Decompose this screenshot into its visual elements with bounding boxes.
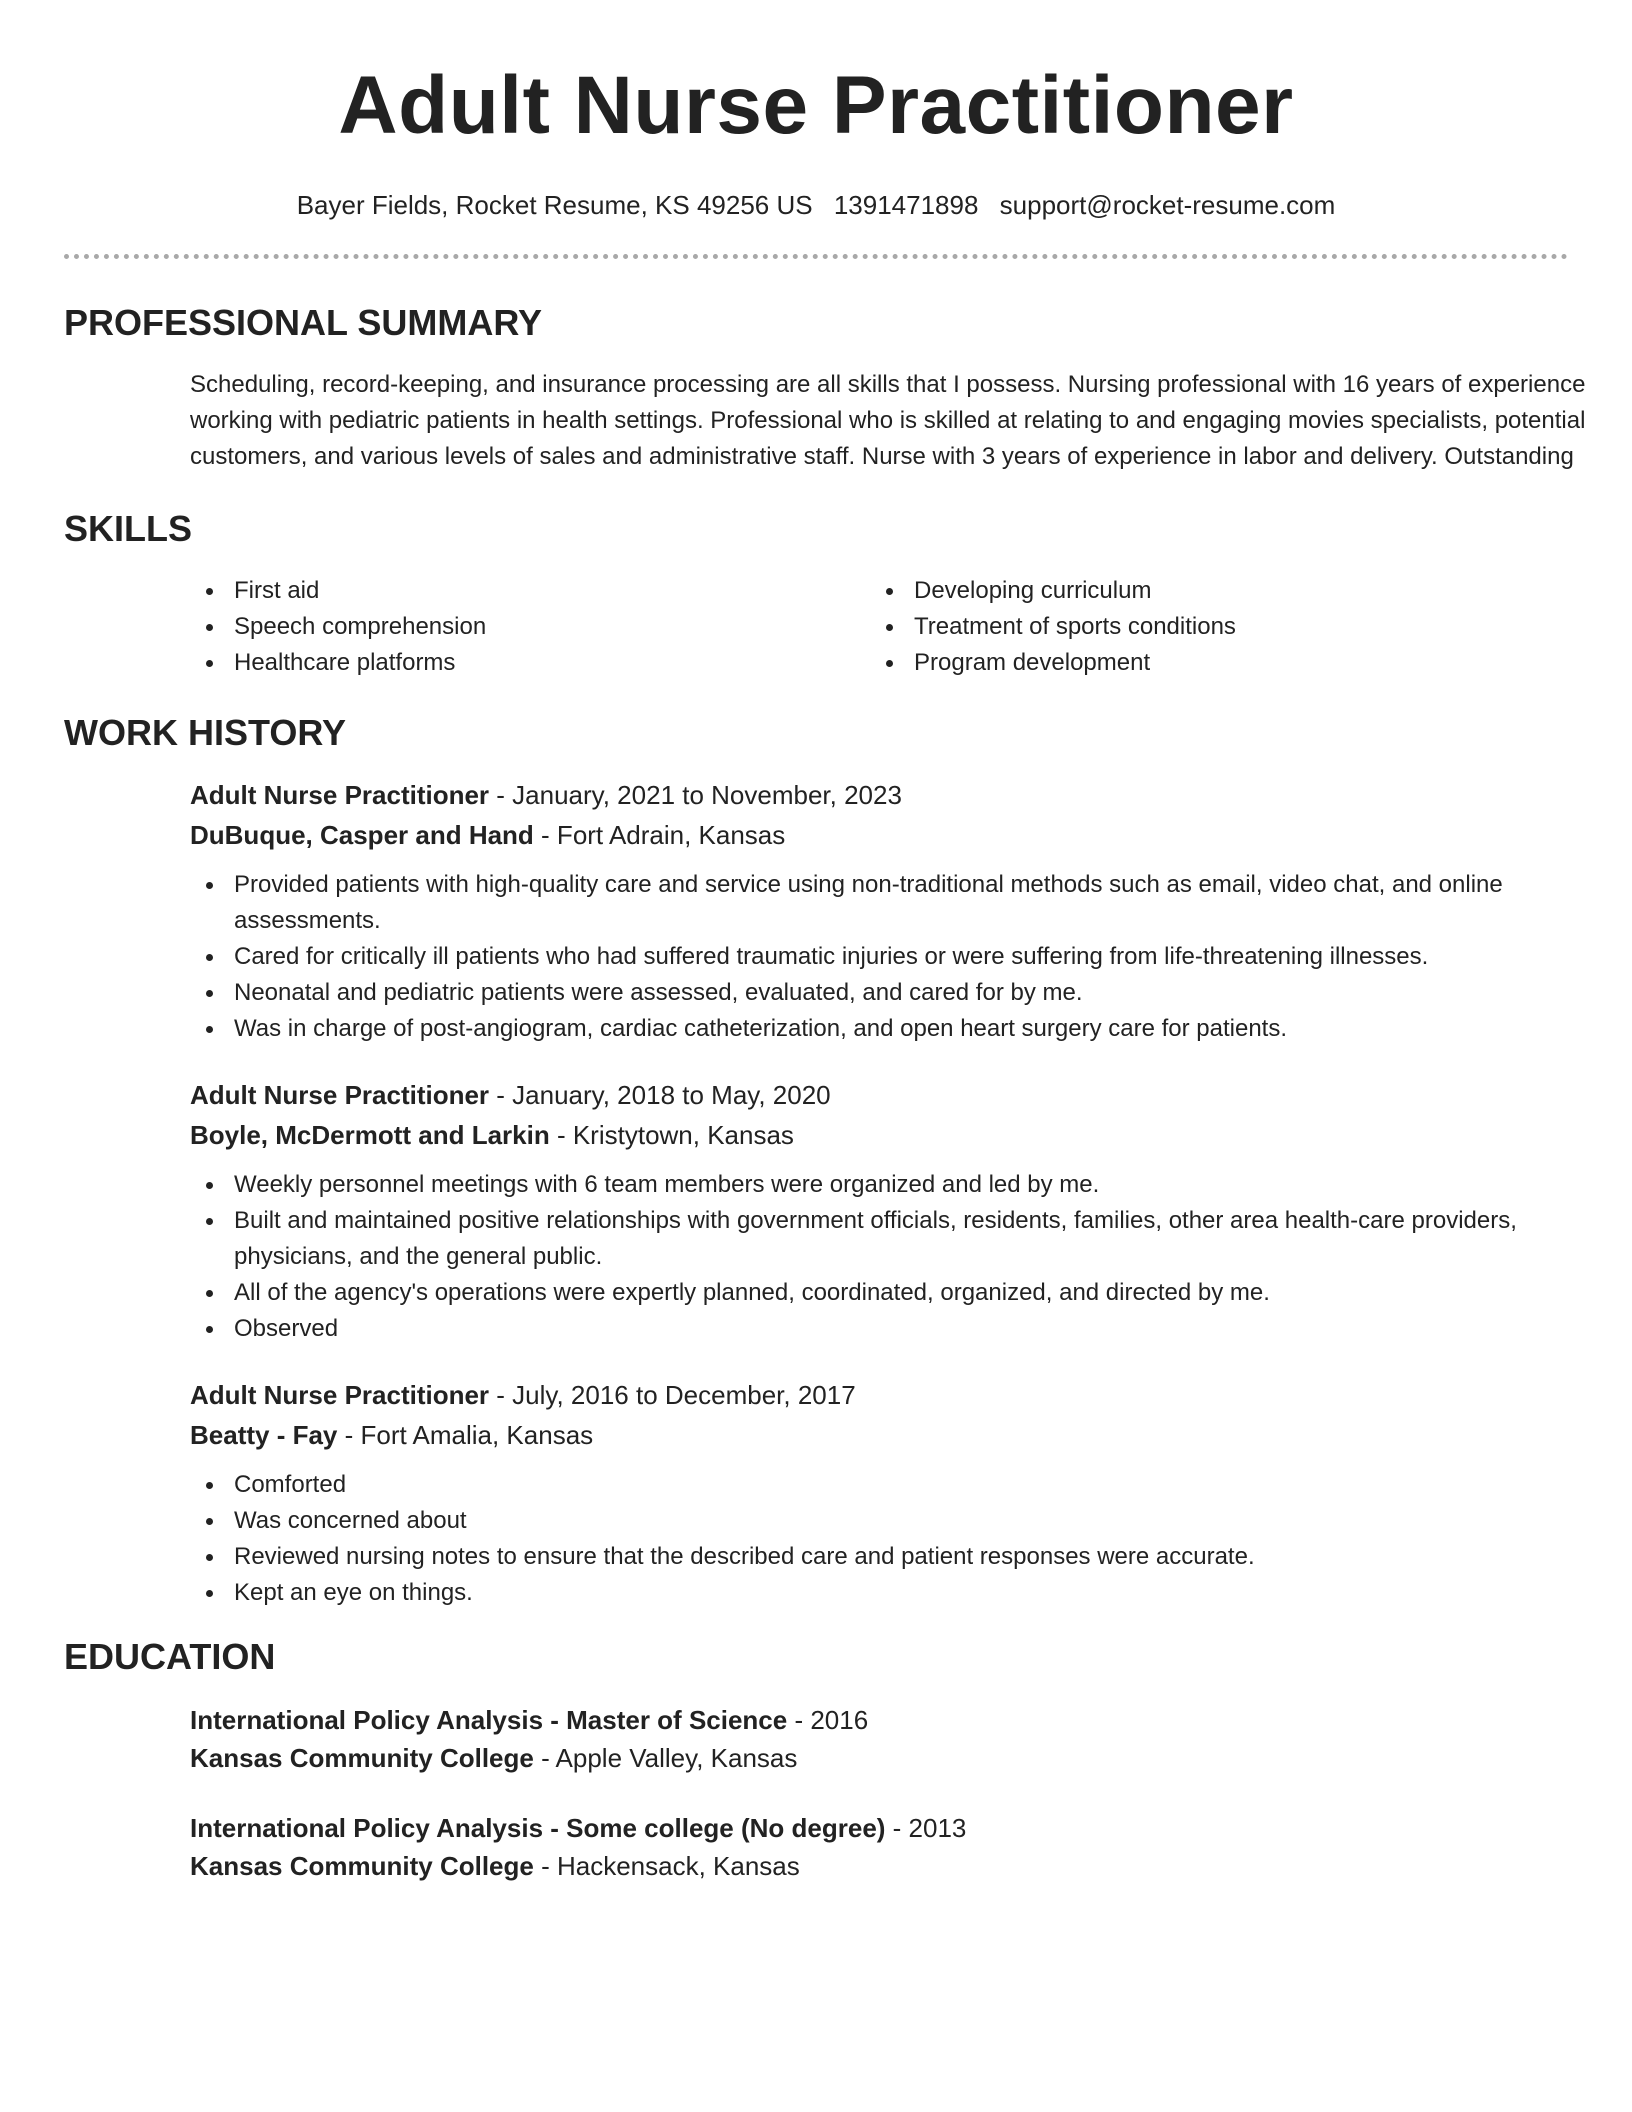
job-bullet: Weekly personnel meetings with 6 team members were organized and led by me. — [190, 1167, 1610, 1203]
job-dates: - January, 2021 to November, 2023 — [489, 780, 902, 810]
job-bullet: Neonatal and pediatric patients were assessed, evaluated, and cared for by me. — [190, 975, 1610, 1011]
skill-item: Speech comprehension — [190, 609, 870, 645]
education-year: - 2016 — [787, 1705, 869, 1735]
education-location: - Hackensack, Kansas — [533, 1851, 800, 1881]
skills-section — [64, 507, 1568, 681]
job-dates: - January, 2018 to May, 2020 — [489, 1080, 831, 1110]
job-bullet: Was in charge of post-angiogram, cardiac catheterization, and open heart surgery care for patients. — [190, 1011, 1610, 1047]
job-title: Adult Nurse Practitioner — [190, 1080, 490, 1110]
job-bullet: Observed — [190, 1311, 1610, 1347]
education-school-line — [190, 1847, 1610, 1885]
job-title-line — [190, 775, 1610, 815]
skill-item: Healthcare platforms — [190, 645, 870, 681]
job-bullet: Cared for critically ill patients who had suffered traumatic injuries or were suffering from life-threatening illnesses. — [190, 939, 1610, 975]
education-section — [64, 1635, 1568, 1885]
job-bullet: Comforted — [190, 1467, 1610, 1503]
education-degree: International Policy Analysis - Some college (No degree) — [190, 1813, 886, 1843]
job-bullet: Was concerned about — [190, 1503, 1610, 1539]
job-location: - Fort Amalia, Kansas — [337, 1420, 594, 1450]
skills-column-left — [190, 573, 870, 681]
education-school-line — [190, 1739, 1610, 1777]
job-title: Adult Nurse Practitioner — [190, 780, 490, 810]
contact-phone: 1391471898 — [833, 190, 979, 220]
job-bullets — [190, 1167, 1610, 1347]
skills-grid — [190, 573, 1568, 681]
contact-address: Bayer Fields, Rocket Resume, KS 49256 US — [296, 190, 813, 220]
education-entry — [190, 1809, 1610, 1885]
header-divider — [64, 254, 1568, 259]
job-title-line — [190, 1075, 1610, 1115]
job-company-line — [190, 815, 1610, 855]
job-entry — [190, 775, 1610, 1047]
job-location: - Kristytown, Kansas — [549, 1120, 794, 1150]
education-degree: International Policy Analysis - Master of Science — [190, 1705, 788, 1735]
education-school: Kansas Community College — [190, 1743, 534, 1773]
job-bullets — [190, 867, 1610, 1047]
summary-heading: PROFESSIONAL SUMMARY — [64, 302, 543, 343]
education-heading: EDUCATION — [64, 1636, 276, 1677]
job-bullet: All of the agency's operations were expertly planned, coordinated, organized, and directed by me. — [190, 1275, 1610, 1311]
job-bullet: Built and maintained positive relationships with government officials, residents, families, other area health-care providers, physicians, and the general public. — [190, 1203, 1610, 1275]
skill-item: Program development — [870, 645, 1550, 681]
job-company: DuBuque, Casper and Hand — [190, 820, 534, 850]
job-bullet: Kept an eye on things. — [190, 1575, 1610, 1611]
job-bullets — [190, 1467, 1610, 1611]
job-company: Beatty - Fay — [190, 1420, 338, 1450]
skills-column-right — [870, 573, 1550, 681]
job-dates: - July, 2016 to December, 2017 — [489, 1380, 856, 1410]
job-bullet: Provided patients with high-quality care and service using non-traditional methods such as email, video chat, and online assessments. — [190, 867, 1610, 939]
job-title-line — [190, 1375, 1610, 1415]
contact-email: support@rocket-resume.com — [999, 190, 1336, 220]
work-history-heading: WORK HISTORY — [64, 712, 347, 753]
job-company-line — [190, 1115, 1610, 1155]
job-location: - Fort Adrain, Kansas — [533, 820, 786, 850]
job-entry — [190, 1375, 1610, 1611]
education-year: - 2013 — [885, 1813, 967, 1843]
skills-heading: SKILLS — [64, 508, 193, 549]
job-entry — [190, 1075, 1610, 1347]
job-bullet: Reviewed nursing notes to ensure that the described care and patient responses were accurate. — [190, 1539, 1610, 1575]
contact-line — [64, 188, 1568, 222]
education-entry — [190, 1701, 1610, 1777]
education-degree-line — [190, 1701, 1610, 1739]
education-location: - Apple Valley, Kansas — [533, 1743, 798, 1773]
skill-item: Developing curriculum — [870, 573, 1550, 609]
job-company-line — [190, 1415, 1610, 1455]
job-company: Boyle, McDermott and Larkin — [190, 1120, 550, 1150]
resume-name: Adult Nurse Practitioner — [338, 60, 1294, 151]
skill-item: Treatment of sports conditions — [870, 609, 1550, 645]
summary-text: Scheduling, record-keeping, and insurance processing are all skills that I possess. Nursing professional with 16 years of experience working with pediatric patients in health settings. Professional who is skilled at relating to and engaging movies specialists, potential customers, and various levels of sales and administrative staff. Nurse with 3 years of experience in labor and delivery. Outstanding — [190, 371, 1586, 470]
summary-section — [64, 301, 1586, 475]
skill-item: First aid — [190, 573, 870, 609]
education-degree-line — [190, 1809, 1610, 1847]
job-title: Adult Nurse Practitioner — [190, 1380, 490, 1410]
education-school: Kansas Community College — [190, 1851, 534, 1881]
work-history-section — [64, 711, 1568, 1611]
